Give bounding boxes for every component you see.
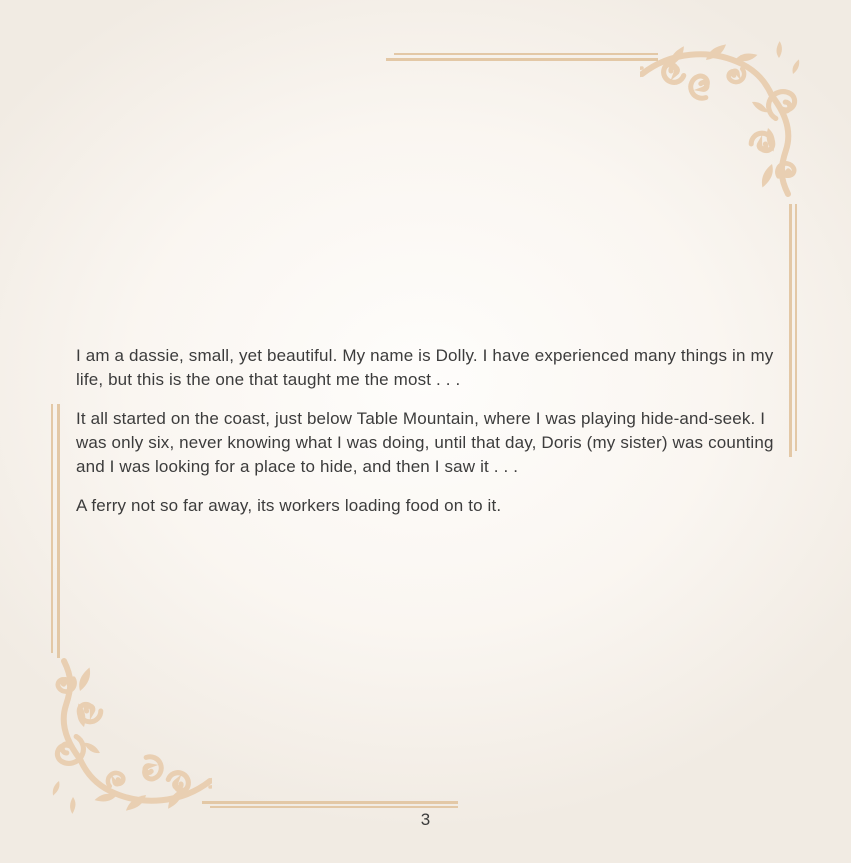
story-paragraph: A ferry not so far away, its workers loading food on to it. <box>76 496 502 515</box>
border-rule-right-inner <box>789 204 792 457</box>
flourish-ornament-bottom-left-icon <box>42 645 212 815</box>
flourish-ornament-top-right-icon <box>640 40 810 210</box>
border-rule-left-inner <box>57 404 60 658</box>
story-paragraph: It all started on the coast, just below Table Mountain, where I was playing hide-and-seek. I was only six, never knowing what I was doing, until that day, Doris (my sister) was counting and I was looking for a place to hide, and then I saw it . . . <box>76 409 774 476</box>
border-rule-top-inner <box>386 58 658 61</box>
story-text <box>76 344 782 533</box>
border-rule-top-outer <box>394 53 658 55</box>
page-number: 3 <box>420 810 431 829</box>
border-rule-bottom-outer <box>210 806 458 808</box>
story-paragraph: I am a dassie, small, yet beautiful. My name is Dolly. I have experienced many things in my life, but this is the one that taught me the most . . . <box>76 346 774 389</box>
border-rule-left-outer <box>51 404 53 653</box>
border-rule-right-outer <box>795 204 797 451</box>
border-rule-bottom-inner <box>202 801 458 804</box>
